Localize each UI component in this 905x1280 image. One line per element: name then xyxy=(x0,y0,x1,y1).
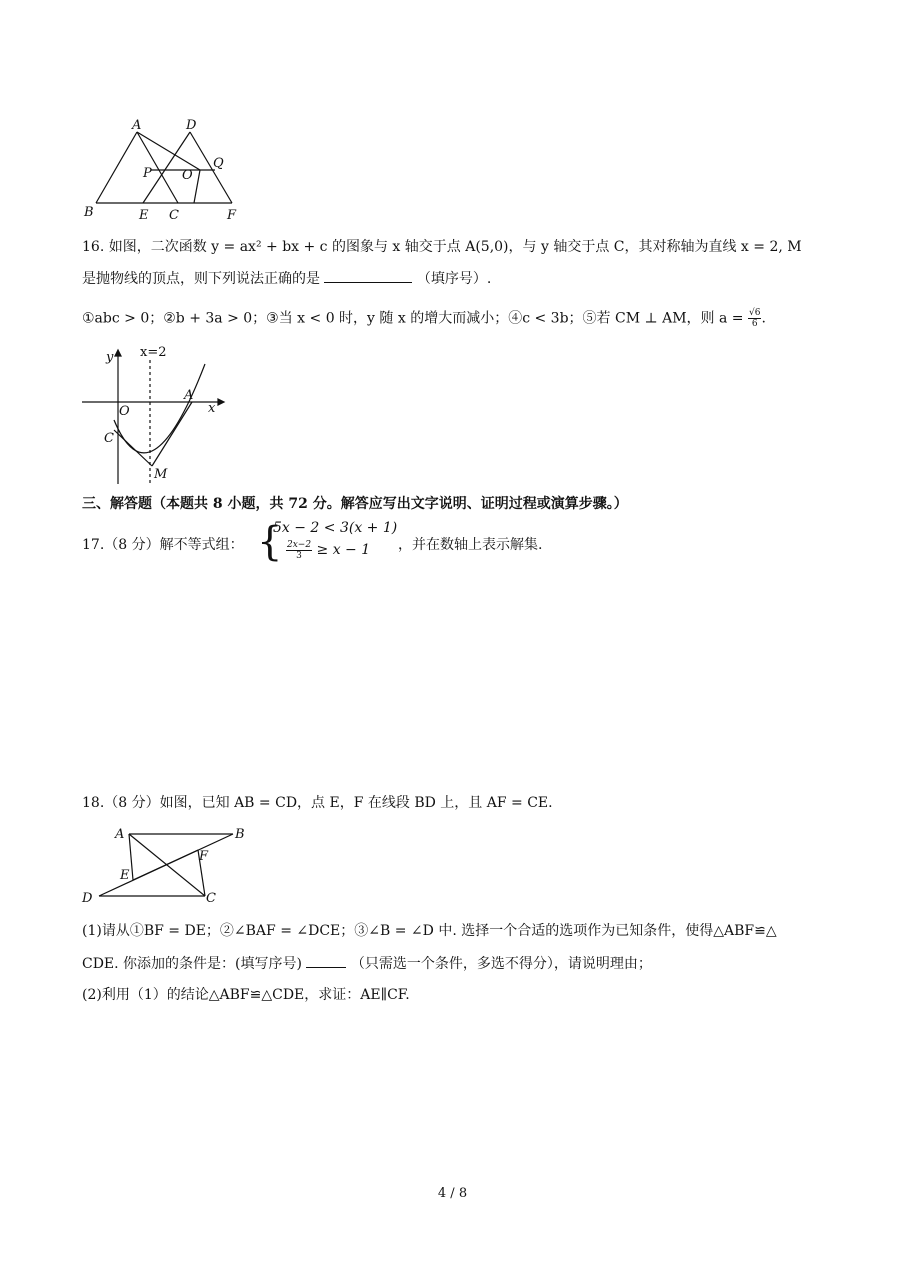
label-O: O xyxy=(119,404,130,419)
label-A: A xyxy=(115,827,125,842)
q17-frac-den: 3 xyxy=(296,550,302,561)
q17-suffix: ，并在数轴上表示解集. xyxy=(398,537,543,553)
q16-line2 xyxy=(82,268,491,289)
q18-part2: (2)利用（1）的结论△ABF≌△CDE，求证：AE∥CF. xyxy=(82,987,410,1003)
q16-frac-num: √6 xyxy=(749,308,761,318)
label-y: y xyxy=(106,350,114,365)
label-B: B xyxy=(84,205,94,220)
q16-frac-den: 6 xyxy=(751,319,758,329)
label-axis: x=2 xyxy=(140,345,167,360)
q18-line1: 18.（8 分）如图，已知 AB = CD，点 E，F 在线段 BD 上，且 AF = CE. xyxy=(82,795,553,811)
label-Q: Q xyxy=(213,156,224,171)
label-D: D xyxy=(186,118,197,133)
q16-line2-text: 是抛物线的顶点，则下列说法正确的是 xyxy=(82,271,320,287)
q17-fraction xyxy=(286,540,312,561)
q16-line1: 16. 如图，二次函数 y = ax² + bx + c 的图象与 x 轴交于点 A(5,0)，与 y 轴交于点 C，其对称轴为直线 x = 2, M xyxy=(82,239,802,255)
q16-fraction xyxy=(748,308,761,329)
parabola-figure xyxy=(78,342,228,487)
label-P: P xyxy=(143,166,152,181)
q18-answer-blank[interactable] xyxy=(306,953,346,968)
q18-part1-line2-text: CDE. 你添加的条件是：(填写序号) xyxy=(82,956,302,972)
quadrilateral-figure xyxy=(78,820,258,910)
page-number: 4 / 8 xyxy=(437,1186,468,1201)
label-C: C xyxy=(169,208,179,223)
label-A: A xyxy=(184,388,194,403)
label-x: x xyxy=(208,401,216,416)
label-O: O xyxy=(182,168,193,183)
label-E: E xyxy=(139,208,149,223)
q17-prefix: 17.（8 分）解不等式组： xyxy=(82,537,244,553)
q17-inequality-2 xyxy=(286,538,370,562)
q17-frac-num: 2x−2 xyxy=(287,539,312,550)
q17-ineq2-rest: ≥ x − 1 xyxy=(316,542,371,558)
q18-part1-line2-end: （只需选一个条件，多选不得分），请说明理由； xyxy=(350,956,652,972)
label-B: B xyxy=(235,827,245,842)
triangles-figure xyxy=(80,115,250,225)
q16-line2-end: （填序号）. xyxy=(416,271,492,287)
label-F: F xyxy=(199,849,209,864)
label-D: D xyxy=(82,891,93,906)
label-C: C xyxy=(206,891,216,906)
label-M: M xyxy=(154,467,168,482)
q18-part1-line2 xyxy=(82,953,652,974)
label-A: A xyxy=(132,118,142,133)
q16-options-end: . xyxy=(761,310,766,327)
label-F: F xyxy=(227,208,237,223)
q17-inequality-1: 5x − 2 < 3(x + 1) xyxy=(273,520,398,536)
q16-options xyxy=(82,308,766,329)
q17-brace: { xyxy=(257,519,283,565)
q16-answer-blank[interactable] xyxy=(324,268,412,283)
section3-title: 三、解答题（本题共 8 小题，共 72 分。解答应写出文字说明、证明过程或演算步骤。） xyxy=(82,496,628,512)
label-E: E xyxy=(120,868,130,883)
label-C: C xyxy=(104,431,114,446)
q16-options-text: ①abc > 0；②b + 3a > 0；③当 x < 0 时，y 随 x 的增大而减小；④c < 3b；⑤若 CM ⊥ AM，则 a = xyxy=(82,310,748,327)
q18-part1-line1: (1)请从①BF = DE；②∠BAF = ∠DCE；③∠B = ∠D 中. 选择一个合适的选项作为已知条件，使得△ABF≌△ xyxy=(82,923,777,939)
